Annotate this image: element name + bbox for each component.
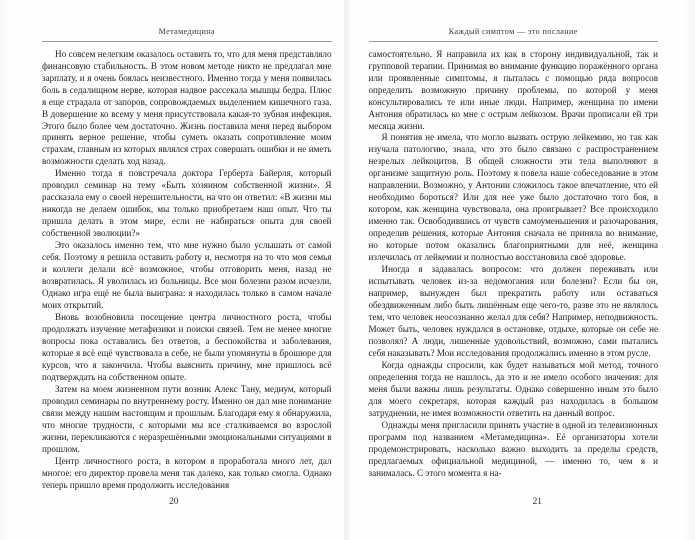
body-text-right xyxy=(369,49,659,480)
paragraph: Когда однажды спросили, как будет называться мой метод, точного определения тогда не нашлось, да это и не имело особого значения: для меня были важны лишь результаты. Однако совершенно иным это было для моего секретаря, которая каждый раз находилась в большом затруднении, не имея возможности ответить на данный вопрос. xyxy=(368,359,658,418)
paragraph: Иногда я задавалась вопросом: что должен переживать или испытывать человек из-за недомогания или болезни? Если бы он, например, вынужден был прекратить работу или оставаться обездвиженным либо быть лишённым еще чего-то, разве это не являлось тем, что человек неосознанно желал для себя? Например, неподвижность. Может быть, человек нуждался в остановке, отдыхе, которые он себе не позволял? А люди, лишенные удовольствий, возможно, сами пытались себя наказывать? Мои исследования продолжались именно в этом русле. xyxy=(368,264,658,358)
paragraph: Затем на моем жизненном пути возник Алекс Тану, медиум, который проводил семинары по внутреннему росту. Именно он дал мне понимание связи между нашим настоящим и прошлым. Благодаря ему я обнаружила, что многие трудности, с которыми мы все сталкиваемся во взрослой жизни, перекликаются с неразрешёнными эмоциональными ситуациями в прошлом. xyxy=(42,383,332,454)
paragraph: Вновь возобновила посещение центра личностного роста, чтобы продолжать изучение метафизики и поиски связей. Тем не менее многие вопросы пока оставались без ответов, а беспокойства и заболевания, которые я всё ещё чувствовала в себе, не были упомянуты в брошюре для курсов, что я закончила. Чтобы выяснить причину, мне пришлось всё подтверждать на собственном опыте. xyxy=(42,312,332,382)
paragraph: Но совсем нелегким оказалось оставить то, что для меня представляло финансовую стабильность. В этом новом методе никто не предлагал мне зарплату, и я очень боялась неизвестного. Именно тогда у меня появилась боль в седалищном нерве, которая надвое рассекала мышцы бедра. Плюс я еще страдала от запоров, сопровождаемых выделением кишечного газа. В довершение ко всему у меня присутствовала какая-то зубная инфекция. Этого было более чем достаточно. Жизнь поставила меня перед выбором принять верное решение, чтобы суметь оказать сопротивление моим страхам, главным из которых являлся страх совершать ошибки и не иметь возможности сделать ход назад. xyxy=(42,48,332,167)
running-head-right: Каждый симптом — это послание xyxy=(448,27,578,36)
paragraph: Это оказалось именно тем, что мне нужно было услышать от самой себя. Поэтому я решила оставить работу и, несмотря на то что моя семья и коллеги делали всё возможное, чтобы отговорить меня, назад не возвратилась. Я уволилась из больницы. Все мои болезни разом исчезли. Однако игра ещё не была выиграна: я находилась только в самом начале моих открытий. xyxy=(42,240,332,311)
paragraph: Именно тогда я повстречала доктора Герберта Байерля, который проводил семинар на тему «Быть хозяином собственной жизни». Я рассказала ему о своей нерешительности, на что он ответил: «В жизни мы никогда не делаем ошибок, мы только приобретаем наш опыт. Что ты пришла делать в этом мире, если не набираться опыта для своей собственной эволюции?» xyxy=(42,168,332,239)
page-number-right: 21 xyxy=(532,497,542,507)
body-text-left xyxy=(42,49,332,492)
paragraph: самостоятельно. Я направила их как в сторону индивидуальной, так и групповой терапии. Принимая во внимание функцию поражённого органа или проявленные симптомы, я пыталась с помощью ряда вопросов определить возможную причину проблемы, по которой у меня консультировались те или иные люди. Например, женщина по имени Антония обратилась ко мне с острым лейкозом. Врачи прописали ей три месяца жизни. xyxy=(368,48,658,131)
paragraph: Центр личностного роста, в котором я проработала много лет, дал многое: его директор провела меня так далеко, как только смогла. Однако теперь пришло время продолжить исследования xyxy=(42,455,332,490)
header-rule-left xyxy=(42,41,332,42)
header-rule-right xyxy=(369,41,659,42)
page-right xyxy=(348,0,695,540)
paragraph: Однажды меня пригласили принять участие в одной из телевизионных программ под названием «Метамедицина». Её организаторы хотели продемонстрировать, насколько важно выходить за пределы средств, предлагаемых официальной медициной, — именно то, чем я и занималась. С этого момента я на- xyxy=(368,419,658,478)
running-head-left: Метамедицина xyxy=(158,27,215,36)
page-number-left: 20 xyxy=(169,497,179,507)
paragraph: Я понятия не имела, что могло вызвать острую лейкемию, но так как изучала патологию, знала, что это было связано с распространением незрелых лейкоцитов. В общей сложности эти тела выполняют в организме защитную роль. Поэтому я повела наше собеседование в этом направлении. Возможно, у Антонии сложилось такое впечатление, что ей необходимо бороться? Или для нее уже было достаточно того боя, в котором, как женщина чувствовала, она проигрывает? Все происходило именно так. Освободившись от чувств самоуменьшения и разочарования, определив решения, которые Антония сначала не приняла во внимание, но которые потом оказались благоприятными для неё, женщина излечилась от лейкемии и полностью восстановила своё здоровье. xyxy=(368,132,658,263)
